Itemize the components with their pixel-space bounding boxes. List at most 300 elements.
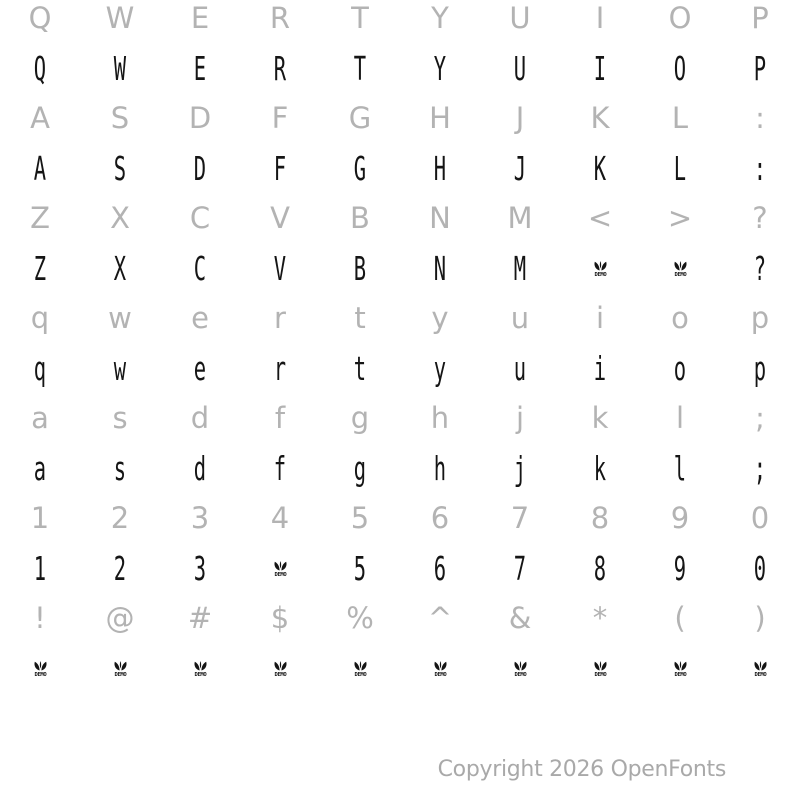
reference-glyph [640, 193, 720, 243]
glyph-character: 8 [590, 500, 610, 535]
glyph-character: R [269, 0, 291, 35]
reference-glyph [480, 0, 560, 43]
reference-glyph [160, 0, 240, 43]
demo-badge-label: DEMO [754, 671, 766, 678]
demo-badge [673, 660, 688, 678]
demo-ornament-icon [273, 560, 288, 571]
reference-row [0, 493, 800, 543]
reference-glyph [0, 393, 80, 443]
glyph-character: Q [33, 48, 47, 88]
demo-placeholder [320, 643, 400, 693]
glyph-character: : [753, 148, 767, 188]
glyph-character: N [429, 200, 451, 235]
reference-glyph [80, 593, 160, 643]
demo-badge [33, 660, 48, 678]
reference-glyph [480, 93, 560, 143]
specimen-glyph [560, 543, 640, 593]
glyph-character: l [675, 400, 685, 435]
reference-glyph [0, 493, 80, 543]
glyph-character: G [348, 100, 372, 135]
specimen-glyph [80, 543, 160, 593]
glyph-character: J [513, 148, 527, 188]
reference-row [0, 0, 800, 43]
glyph-character: D [193, 148, 207, 188]
glyph-character: ! [34, 600, 46, 635]
glyph-character: Q [28, 0, 52, 35]
glyph-character: o [671, 300, 689, 335]
reference-glyph [240, 393, 320, 443]
reference-glyph [560, 493, 640, 543]
specimen-glyph [480, 343, 560, 393]
demo-ornament-icon [433, 660, 448, 671]
specimen-glyph [0, 543, 80, 593]
specimen-row [0, 343, 800, 393]
reference-glyph [640, 293, 720, 343]
glyph-character: d [190, 400, 210, 435]
glyph-character: d [193, 448, 207, 488]
glyph-character: % [346, 600, 374, 635]
reference-glyph [560, 393, 640, 443]
glyph-character: 3 [193, 548, 207, 588]
glyph-character: F [273, 148, 287, 188]
demo-badge-label: DEMO [514, 671, 526, 678]
reference-glyph [0, 93, 80, 143]
glyph-character: ( [674, 600, 686, 635]
glyph-character: 9 [670, 500, 690, 535]
demo-placeholder [240, 643, 320, 693]
glyph-character: ; [755, 400, 765, 435]
specimen-glyph [80, 143, 160, 193]
demo-badge [273, 660, 288, 678]
reference-row [0, 293, 800, 343]
reference-glyph [560, 93, 640, 143]
glyph-character: C [189, 200, 211, 235]
reference-glyph [640, 393, 720, 443]
glyph-character: @ [105, 600, 135, 635]
demo-badge [673, 260, 688, 278]
demo-badge [513, 660, 528, 678]
glyph-character: h [430, 400, 450, 435]
glyph-character: 9 [673, 548, 687, 588]
reference-glyph [320, 293, 400, 343]
specimen-row [0, 443, 800, 493]
demo-ornament-icon [193, 660, 208, 671]
glyph-character: H [433, 148, 447, 188]
glyph-character: i [593, 348, 607, 388]
demo-badge-label: DEMO [594, 671, 606, 678]
glyph-character: r [273, 348, 287, 388]
specimen-glyph [720, 343, 800, 393]
glyph-character: O [668, 0, 692, 35]
specimen-row [0, 543, 800, 593]
glyph-character: k [591, 400, 609, 435]
demo-ornament-icon [593, 660, 608, 671]
glyph-character: : [755, 100, 765, 135]
demo-badge [433, 660, 448, 678]
reference-glyph [720, 93, 800, 143]
specimen-glyph [320, 543, 400, 593]
specimen-glyph [80, 243, 160, 293]
demo-ornament-icon [273, 660, 288, 671]
glyph-character: 0 [753, 548, 767, 588]
demo-placeholder [400, 643, 480, 693]
glyph-character: a [31, 400, 49, 435]
specimen-glyph [400, 443, 480, 493]
glyph-character: 0 [750, 500, 770, 535]
specimen-glyph [0, 443, 80, 493]
specimen-glyph [720, 443, 800, 493]
specimen-glyph [720, 43, 800, 93]
specimen-row [0, 143, 800, 193]
demo-ornament-icon [513, 660, 528, 671]
glyph-character: G [353, 148, 367, 188]
glyph-character: p [753, 348, 767, 388]
glyph-character: A [30, 100, 50, 135]
glyph-character: g [350, 400, 370, 435]
glyph-character: 5 [353, 548, 367, 588]
demo-ornament-icon [113, 660, 128, 671]
glyph-character: u [513, 348, 527, 388]
reference-glyph [160, 593, 240, 643]
glyph-character: L [671, 100, 689, 135]
specimen-glyph [720, 243, 800, 293]
reference-glyph [720, 293, 800, 343]
glyph-character: e [191, 300, 209, 335]
specimen-glyph [400, 243, 480, 293]
reference-glyph [80, 193, 160, 243]
glyph-character: P [751, 0, 769, 35]
glyph-character: o [673, 348, 687, 388]
reference-glyph [320, 193, 400, 243]
glyph-character: ? [753, 248, 767, 288]
glyph-character: Z [30, 200, 50, 235]
specimen-glyph [80, 343, 160, 393]
reference-glyph [720, 0, 800, 43]
glyph-character: W [113, 48, 127, 88]
glyph-character: 1 [33, 548, 47, 588]
demo-placeholder [560, 243, 640, 293]
glyph-character: H [429, 100, 451, 135]
glyph-character: q [30, 300, 50, 335]
glyph-character: j [513, 448, 527, 488]
specimen-glyph [0, 43, 80, 93]
specimen-glyph [240, 243, 320, 293]
reference-row [0, 193, 800, 243]
glyph-character: < [587, 200, 613, 235]
glyph-character: X [110, 200, 130, 235]
demo-ornament-icon [753, 660, 768, 671]
glyph-character: 5 [350, 500, 370, 535]
glyph-character: T [351, 0, 369, 35]
glyph-character: ) [754, 600, 766, 635]
reference-glyph [240, 93, 320, 143]
specimen-glyph [720, 543, 800, 593]
demo-badge [593, 660, 608, 678]
reference-glyph [640, 493, 720, 543]
reference-glyph [640, 593, 720, 643]
glyph-character: M [507, 200, 533, 235]
specimen-glyph [80, 443, 160, 493]
demo-placeholder [640, 243, 720, 293]
reference-glyph [560, 593, 640, 643]
specimen-glyph [640, 543, 720, 593]
glyph-character: M [513, 248, 527, 288]
demo-placeholder [80, 643, 160, 693]
reference-glyph [480, 293, 560, 343]
specimen-glyph [400, 543, 480, 593]
reference-glyph [560, 193, 640, 243]
demo-badge-label: DEMO [354, 671, 366, 678]
glyph-character: S [110, 100, 130, 135]
glyph-character: 4 [270, 500, 290, 535]
reference-glyph [480, 193, 560, 243]
reference-glyph [400, 493, 480, 543]
reference-glyph [400, 193, 480, 243]
glyph-character: u [510, 300, 530, 335]
demo-placeholder [720, 643, 800, 693]
specimen-glyph [320, 343, 400, 393]
reference-glyph [720, 193, 800, 243]
demo-badge-label: DEMO [594, 271, 606, 278]
specimen-glyph [640, 143, 720, 193]
specimen-glyph [240, 143, 320, 193]
glyph-character: Y [433, 48, 447, 88]
glyph-character: ; [753, 448, 767, 488]
reference-glyph [240, 0, 320, 43]
reference-row [0, 393, 800, 443]
glyph-character: ^ [427, 600, 453, 635]
glyph-character: B [350, 200, 370, 235]
glyph-character: E [190, 0, 210, 35]
specimen-glyph [480, 443, 560, 493]
reference-glyph [400, 293, 480, 343]
specimen-glyph [720, 143, 800, 193]
reference-glyph [720, 493, 800, 543]
reference-glyph [400, 393, 480, 443]
glyph-character: e [193, 348, 207, 388]
specimen-glyph [320, 43, 400, 93]
glyph-character: I [595, 0, 605, 35]
glyph-character: * [592, 600, 608, 635]
glyph-character: 2 [113, 548, 127, 588]
specimen-glyph [240, 43, 320, 93]
glyph-character: a [33, 448, 47, 488]
specimen-glyph [480, 543, 560, 593]
demo-ornament-icon [673, 260, 688, 271]
glyph-character: J [515, 100, 525, 135]
specimen-row [0, 643, 800, 693]
reference-glyph [80, 93, 160, 143]
specimen-glyph [0, 343, 80, 393]
glyph-character: k [593, 448, 607, 488]
glyph-character: > [667, 200, 693, 235]
glyph-character: S [113, 148, 127, 188]
glyph-character: Y [431, 0, 449, 35]
reference-glyph [80, 493, 160, 543]
specimen-row [0, 43, 800, 93]
reference-glyph [480, 393, 560, 443]
specimen-glyph [240, 343, 320, 393]
specimen-glyph [640, 43, 720, 93]
reference-row [0, 593, 800, 643]
specimen-glyph [480, 43, 560, 93]
demo-placeholder [560, 643, 640, 693]
specimen-glyph [400, 43, 480, 93]
specimen-glyph [400, 343, 480, 393]
demo-ornament-icon [33, 660, 48, 671]
glyph-character: V [273, 248, 287, 288]
demo-ornament-icon [593, 260, 608, 271]
glyph-character: & [508, 600, 532, 635]
demo-badge [753, 660, 768, 678]
specimen-glyph [640, 343, 720, 393]
specimen-glyph [160, 43, 240, 93]
reference-glyph [0, 0, 80, 43]
glyph-character: t [353, 348, 367, 388]
glyph-character: W [105, 0, 135, 35]
specimen-glyph [160, 343, 240, 393]
reference-glyph [0, 193, 80, 243]
demo-badge-label: DEMO [114, 671, 126, 678]
reference-glyph [320, 593, 400, 643]
glyph-character: X [113, 248, 127, 288]
glyph-character: 6 [430, 500, 450, 535]
glyph-character: t [354, 300, 366, 335]
glyph-character: s [113, 448, 127, 488]
glyph-character: f [274, 400, 286, 435]
glyph-character: K [590, 100, 610, 135]
glyph-character: N [433, 248, 447, 288]
glyph-character: l [673, 448, 687, 488]
glyph-character: r [274, 300, 286, 335]
glyph-character: ? [752, 200, 768, 235]
glyph-character: B [353, 248, 367, 288]
reference-glyph [560, 0, 640, 43]
demo-placeholder [640, 643, 720, 693]
glyph-character: L [673, 148, 687, 188]
demo-badge-label: DEMO [194, 671, 206, 678]
glyph-character: # [187, 600, 213, 635]
specimen-glyph [320, 443, 400, 493]
glyph-character: q [33, 348, 47, 388]
specimen-glyph [560, 43, 640, 93]
glyph-character: F [271, 100, 289, 135]
glyph-character: E [193, 48, 207, 88]
reference-glyph [320, 0, 400, 43]
specimen-glyph [0, 243, 80, 293]
glyph-character: D [188, 100, 212, 135]
glyph-character: g [353, 448, 367, 488]
glyph-character: y [431, 300, 449, 335]
demo-badge-label: DEMO [434, 671, 446, 678]
specimen-glyph [0, 143, 80, 193]
specimen-glyph [160, 543, 240, 593]
demo-badge-label: DEMO [274, 571, 286, 578]
glyph-character: 6 [433, 548, 447, 588]
glyph-character: 2 [110, 500, 130, 535]
specimen-row [0, 243, 800, 293]
demo-badge [593, 260, 608, 278]
demo-badge-label: DEMO [34, 671, 46, 678]
demo-ornament-icon [353, 660, 368, 671]
demo-badge [113, 660, 128, 678]
glyph-character: 8 [593, 548, 607, 588]
demo-placeholder [240, 543, 320, 593]
reference-glyph [160, 93, 240, 143]
demo-placeholder [480, 643, 560, 693]
glyph-character: P [753, 48, 767, 88]
specimen-glyph [480, 143, 560, 193]
specimen-glyph [400, 143, 480, 193]
specimen-glyph [160, 143, 240, 193]
reference-row [0, 93, 800, 143]
reference-glyph [240, 293, 320, 343]
specimen-glyph [80, 43, 160, 93]
specimen-glyph [160, 243, 240, 293]
glyph-character: R [273, 48, 287, 88]
reference-glyph [640, 0, 720, 43]
specimen-glyph [480, 243, 560, 293]
reference-glyph [720, 393, 800, 443]
specimen-glyph [560, 143, 640, 193]
glyph-character: i [595, 300, 605, 335]
specimen-glyph [640, 443, 720, 493]
specimen-glyph [320, 143, 400, 193]
glyph-character: U [509, 0, 531, 35]
demo-placeholder [160, 643, 240, 693]
reference-glyph [0, 593, 80, 643]
reference-glyph [640, 93, 720, 143]
reference-glyph [480, 593, 560, 643]
reference-glyph [160, 293, 240, 343]
reference-glyph [480, 493, 560, 543]
reference-glyph [80, 393, 160, 443]
reference-glyph [400, 593, 480, 643]
glyph-character: h [433, 448, 447, 488]
reference-glyph [240, 193, 320, 243]
reference-glyph [160, 493, 240, 543]
reference-glyph [160, 193, 240, 243]
specimen-glyph [560, 443, 640, 493]
reference-glyph [0, 293, 80, 343]
copyright-text: Copyright 2026 OpenFonts [437, 757, 726, 782]
glyph-character: V [270, 200, 290, 235]
reference-glyph [240, 593, 320, 643]
specimen-glyph [320, 243, 400, 293]
glyph-character: f [273, 448, 287, 488]
reference-glyph [400, 0, 480, 43]
specimen-glyph [240, 443, 320, 493]
reference-glyph [80, 293, 160, 343]
demo-ornament-icon [673, 660, 688, 671]
demo-badge [273, 560, 288, 578]
glyph-character: p [750, 300, 770, 335]
glyph-character: $ [270, 600, 290, 635]
glyph-character: 3 [190, 500, 210, 535]
glyph-character: Z [33, 248, 47, 288]
glyph-character: w [108, 300, 132, 335]
reference-glyph [320, 493, 400, 543]
glyph-character: 7 [510, 500, 530, 535]
reference-glyph [560, 293, 640, 343]
reference-glyph [720, 593, 800, 643]
demo-badge-label: DEMO [674, 671, 686, 678]
reference-glyph [400, 93, 480, 143]
reference-glyph [320, 393, 400, 443]
demo-badge [353, 660, 368, 678]
reference-glyph [240, 493, 320, 543]
glyph-character: 7 [513, 548, 527, 588]
